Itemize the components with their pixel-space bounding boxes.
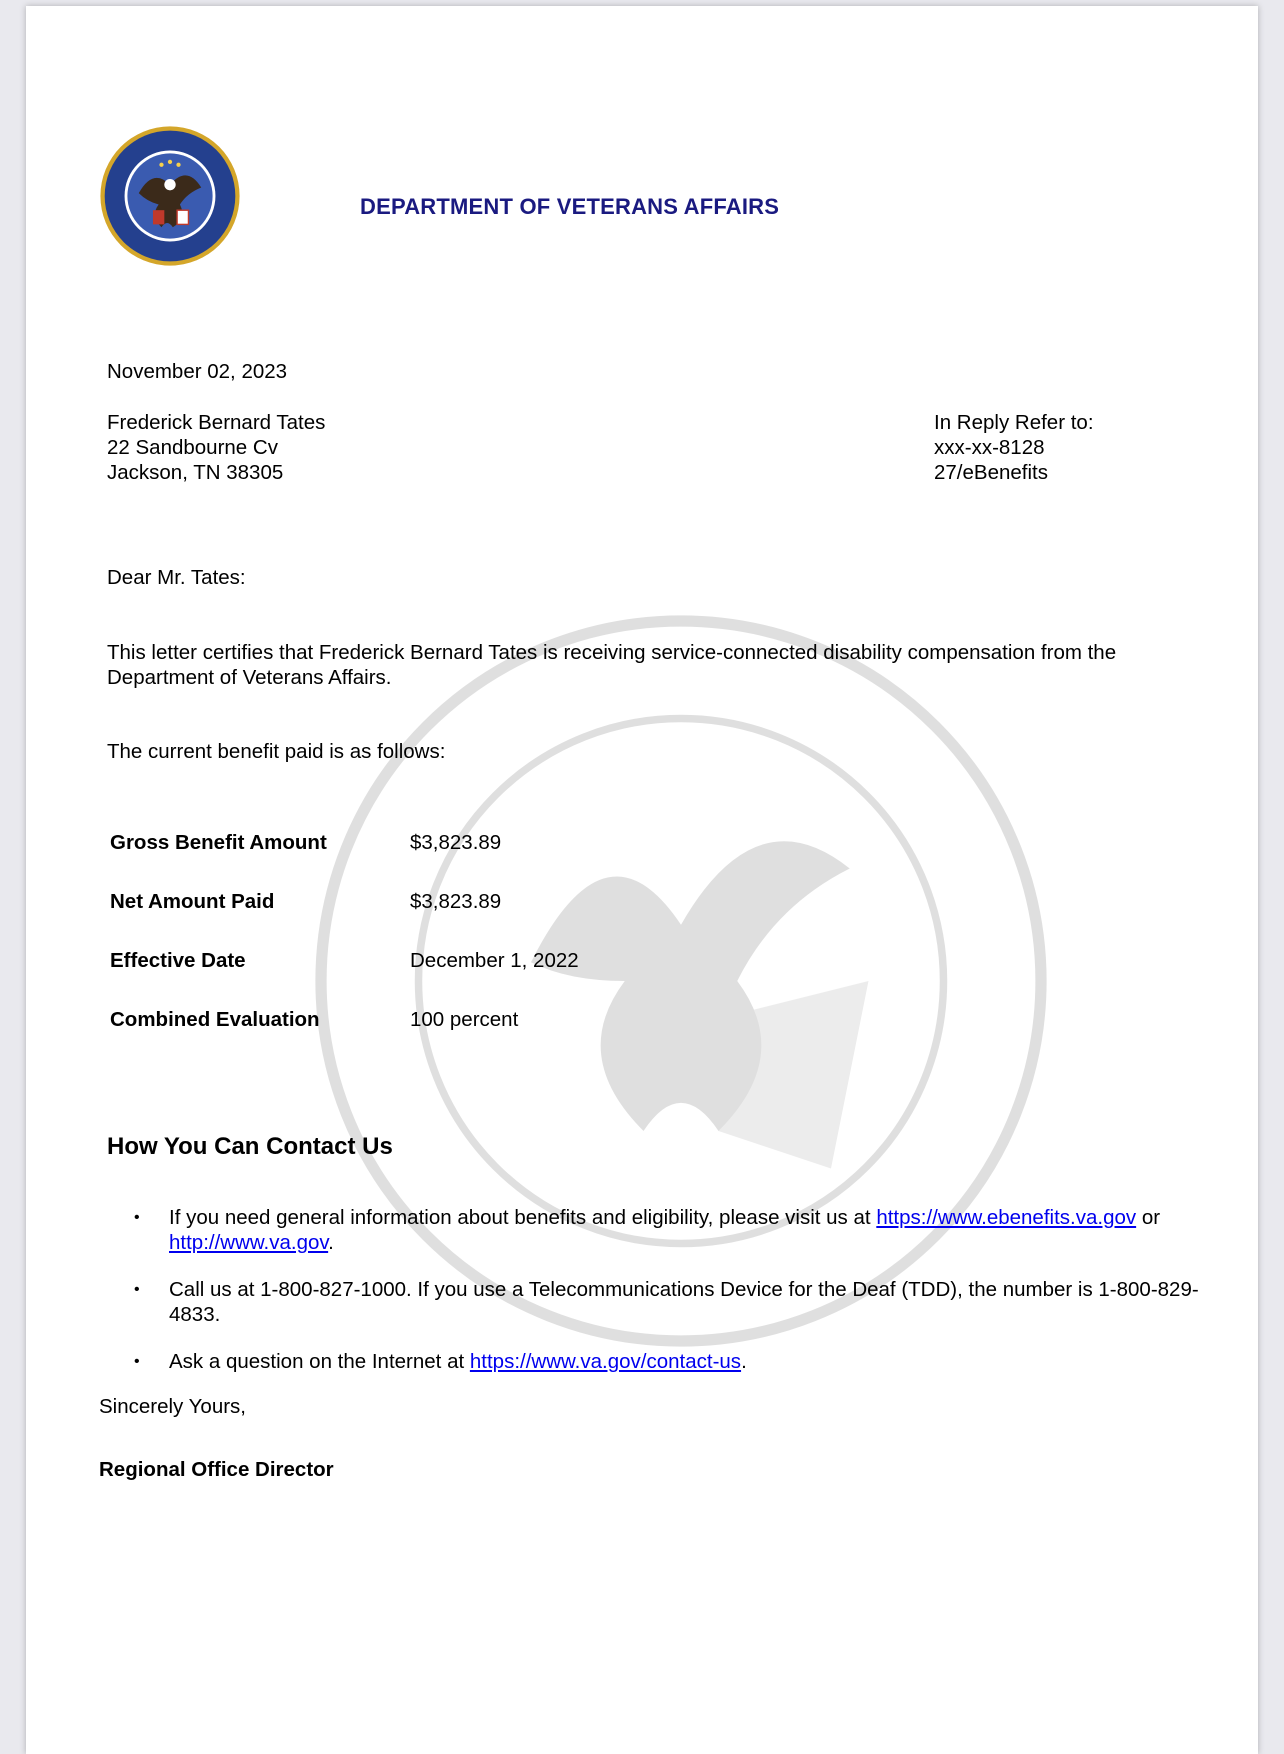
- contact-us-link[interactable]: https://www.va.gov/contact-us: [469, 1350, 742, 1373]
- bullet-icon: •: [134, 1209, 140, 1226]
- ebenefits-link[interactable]: https://www.ebenefits.va.gov: [876, 1206, 1137, 1229]
- benefit-value: 100 percent: [410, 1008, 519, 1031]
- sign-off: Sincerely Yours,: [99, 1395, 247, 1418]
- certification-paragraph: This letter certifies that Frederick Bernard Tates is receiving service-connected disability compensation from the Department of Veterans Affairs.: [107, 641, 1117, 689]
- reply-ssn: xxx-xx-8128: [934, 436, 1045, 459]
- recipient-street: 22 Sandbourne Cv: [107, 436, 278, 459]
- benefit-row-evaluation: [110, 1008, 810, 1038]
- reply-label: In Reply Refer to:: [934, 411, 1094, 434]
- reply-code: 27/eBenefits: [934, 461, 1048, 484]
- benefit-label: Effective Date: [110, 949, 246, 972]
- bullet-text: Ask a question on the Internet at: [169, 1350, 470, 1373]
- benefit-value: $3,823.89: [410, 831, 502, 854]
- bullet-icon: •: [134, 1281, 140, 1298]
- recipient-name: Frederick Bernard Tates: [107, 411, 326, 434]
- recipient-address: [107, 410, 325, 485]
- benefit-label: Gross Benefit Amount: [110, 831, 327, 854]
- benefit-row-gross: [110, 831, 810, 861]
- list-item: [134, 1205, 1204, 1255]
- benefit-label: Combined Evaluation: [110, 1008, 320, 1031]
- salutation: Dear Mr. Tates:: [107, 566, 246, 589]
- bullet-text: Call us at 1-800-827-1000. If you use a Telecommunications Device for the Deaf (TDD), the number is 1-800-829-4833.: [169, 1278, 1199, 1326]
- benefit-value: $3,823.89: [410, 890, 502, 913]
- benefit-row-net: [110, 890, 810, 920]
- contact-list: [134, 1205, 1204, 1374]
- bullet-text: or: [1136, 1206, 1161, 1229]
- contact-heading: How You Can Contact Us: [107, 1133, 393, 1160]
- bullet-icon: •: [134, 1353, 140, 1370]
- benefit-intro: The current benefit paid is as follows:: [107, 740, 446, 763]
- letter-page: [26, 6, 1258, 1754]
- bullet-text: .: [328, 1231, 334, 1254]
- letter-date: November 02, 2023: [107, 360, 288, 383]
- list-item: [134, 1277, 1204, 1327]
- benefit-value: December 1, 2022: [410, 949, 579, 972]
- bullet-text: .: [741, 1350, 747, 1373]
- signature: Regional Office Director: [99, 1458, 334, 1481]
- va-seal-icon: [99, 125, 241, 267]
- reply-reference: [934, 410, 1094, 485]
- bullet-text: If you need general information about benefits and eligibility, please visit us at: [169, 1206, 877, 1229]
- va-gov-link[interactable]: http://www.va.gov: [169, 1231, 329, 1254]
- list-item: [134, 1349, 1204, 1374]
- benefit-row-effective-date: [110, 949, 810, 979]
- recipient-city: Jackson, TN 38305: [107, 461, 284, 484]
- benefit-label: Net Amount Paid: [110, 890, 275, 913]
- department-title: DEPARTMENT OF VETERANS AFFAIRS: [360, 194, 780, 219]
